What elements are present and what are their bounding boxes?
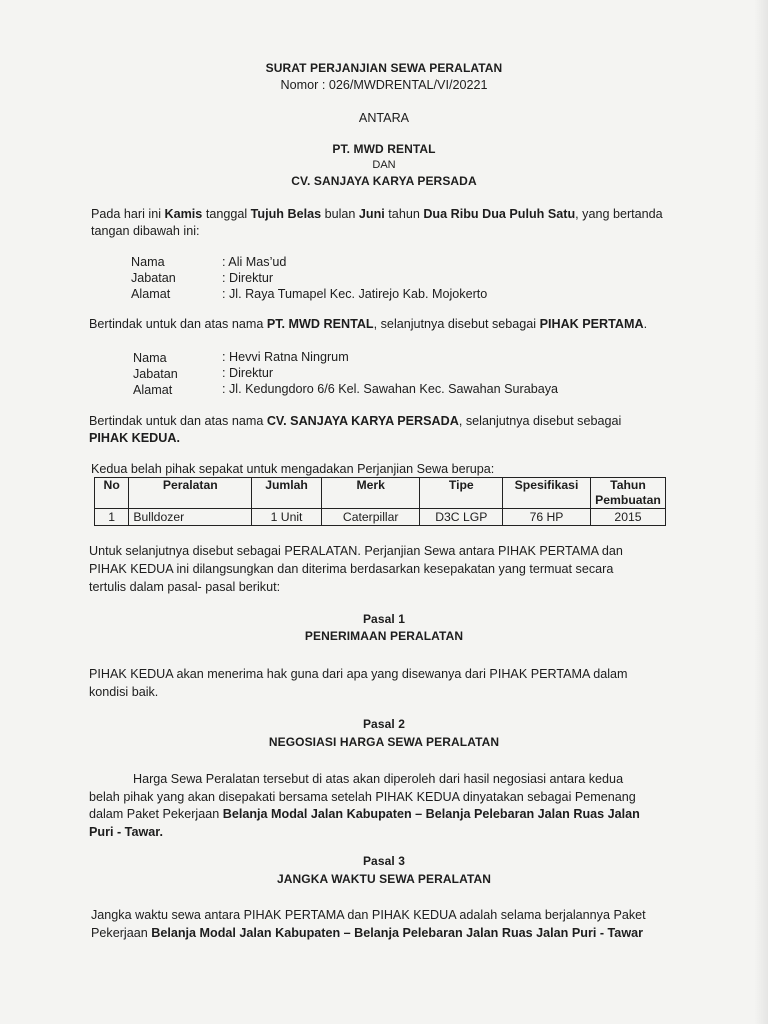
p2-nama-value: : Hevvi Ratna Ningrum <box>222 350 349 364</box>
page-edge-shadow <box>754 0 768 1024</box>
pasal-2-number: Pasal 2 <box>362 717 406 731</box>
after-table-line-2: PIHAK KEDUA ini dilangsungkan dan diterima berdasarkan kesepakatan yang termuat secara <box>89 562 614 576</box>
col-header-jumlah: Jumlah <box>252 478 322 509</box>
pasal-2-line-4: Puri - Tawar. <box>89 825 163 839</box>
table-header-row <box>95 478 666 509</box>
pasal-2-line-1: Harga Sewa Peralatan tersebut di atas akan diperoleh dari hasil negosiasi antara kedua <box>133 772 624 786</box>
col-header-tahun: Tahun Pembuatan <box>590 478 665 509</box>
p1-jabatan-label: Jabatan <box>131 271 176 285</box>
p2-jabatan-label: Jabatan <box>133 367 178 381</box>
p1-nama-value: : Ali Mas’ud <box>222 255 287 269</box>
document-title: SURAT PERJANJIAN SEWA PERALATAN <box>265 61 503 75</box>
pasal-1-number: Pasal 1 <box>362 612 406 626</box>
pasal-1-line-1: PIHAK KEDUA akan menerima hak guna dari apa yang disewanya dari PIHAK PERTAMA dalam <box>89 667 628 681</box>
dan-label: DAN <box>372 159 396 171</box>
pasal-2-title: NEGOSIASI HARGA SEWA PERALATAN <box>268 735 500 749</box>
pasal-1-title: PENERIMAAN PERALATAN <box>304 629 464 643</box>
cell-tahun: 2015 <box>590 509 665 526</box>
after-table-line-3: tertulis dalam pasal- pasal berikut: <box>89 580 281 594</box>
pasal-2-line-2: belah pihak yang akan disepakati bersama setelah PIHAK KEDUA dinyatakan sebagai Pemenang <box>89 790 636 804</box>
pasal-3-number: Pasal 3 <box>362 854 406 868</box>
pasal-1-line-2: kondisi baik. <box>89 685 159 699</box>
after-table-line-1: Untuk selanjutnya disebut sebagai PERALATAN. Perjanjian Sewa antara PIHAK PERTAMA dan <box>89 544 623 558</box>
p2-alamat-value: : Jl. Kedungdoro 6/6 Kel. Sawahan Kec. Sawahan Surabaya <box>222 382 559 396</box>
p1-alamat-label: Alamat <box>131 287 171 301</box>
cell-merk: Caterpillar <box>321 509 420 526</box>
intro-line-2: tangan dibawah ini: <box>91 224 200 238</box>
p2-acting-statement-line-1: Bertindak untuk dan atas nama CV. SANJAYA KARYA PERSADA, selanjutnya disebut sebagai <box>89 414 622 428</box>
cell-tipe: D3C LGP <box>420 509 503 526</box>
equipment-table <box>94 477 666 526</box>
col-header-peralatan: Peralatan <box>129 478 252 509</box>
cell-peralatan: Bulldozer <box>129 509 252 526</box>
intro-line-1: Pada hari ini Kamis tanggal Tujuh Belas bulan Juni tahun Dua Ribu Dua Puluh Satu, yang bertanda <box>91 207 663 221</box>
p2-alamat-label: Alamat <box>133 383 173 397</box>
cell-jumlah: 1 Unit <box>252 509 322 526</box>
cell-spesifikasi: 76 HP <box>503 509 591 526</box>
document-number: Nomor : 026/MWDRENTAL/VI/20221 <box>280 78 488 92</box>
col-header-spesifikasi: Spesifikasi <box>503 478 591 509</box>
pasal-3-title: JANGKA WAKTU SEWA PERALATAN <box>276 872 492 886</box>
p1-jabatan-value: : Direktur <box>222 271 274 285</box>
p1-alamat-value: : Jl. Raya Tumapel Kec. Jatirejo Kab. Mojokerto <box>222 287 488 301</box>
cell-no: 1 <box>95 509 129 526</box>
col-header-tipe: Tipe <box>420 478 503 509</box>
col-header-merk: Merk <box>321 478 420 509</box>
party-1-name: PT. MWD RENTAL <box>332 142 436 156</box>
pasal-3-line-1: Jangka waktu sewa antara PIHAK PERTAMA dan PIHAK KEDUA adalah selama berjalannya Paket <box>91 908 646 922</box>
p2-acting-statement-line-2: PIHAK KEDUA. <box>89 431 180 445</box>
antara-label: ANTARA <box>358 111 410 125</box>
table-row <box>95 509 666 526</box>
p1-nama-label: Nama <box>131 255 165 269</box>
pasal-3-line-2: Pekerjaan Belanja Modal Jalan Kabupaten – Belanja Pelebaran Jalan Ruas Jalan Puri - Tawar <box>91 926 644 940</box>
p1-acting-statement: Bertindak untuk dan atas nama PT. MWD RENTAL, selanjutnya disebut sebagai PIHAK PERTAMA. <box>89 317 648 331</box>
party-2-name: CV. SANJAYA KARYA PERSADA <box>291 174 477 188</box>
p2-nama-label: Nama <box>133 351 167 365</box>
agreement-intro: Kedua belah pihak sepakat untuk mengadakan Perjanjian Sewa berupa: <box>91 462 495 476</box>
p2-jabatan-value: : Direktur <box>222 366 274 380</box>
col-header-no: No <box>95 478 129 509</box>
pasal-2-line-3: dalam Paket Pekerjaan Belanja Modal Jalan Kabupaten – Belanja Pelebaran Jalan Ruas Jalan <box>89 807 640 821</box>
